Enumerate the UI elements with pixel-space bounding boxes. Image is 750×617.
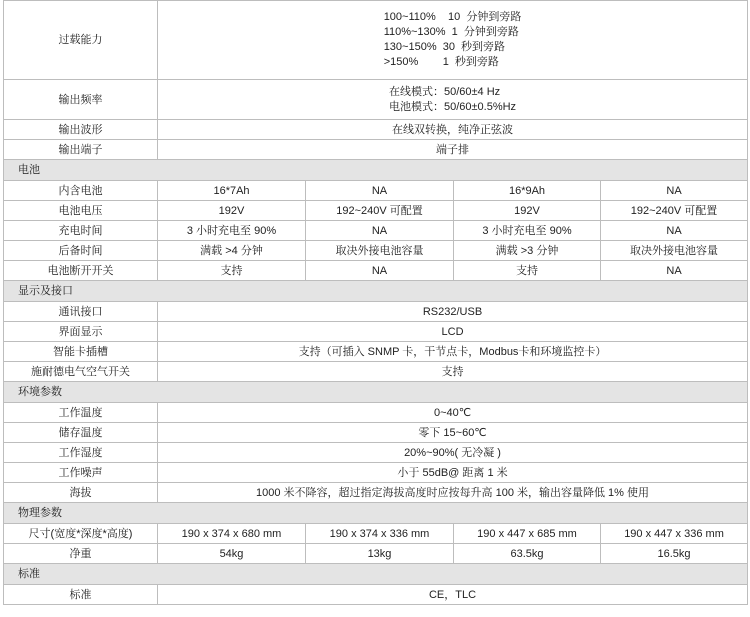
table-row <box>4 544 748 564</box>
row-label-backup-time: 后备时间 <box>4 241 158 261</box>
overload-line: 130~150% 30 秒到旁路 <box>383 41 506 53</box>
table-row <box>4 80 748 120</box>
cell: 63.5kg <box>454 544 601 564</box>
row-label-batt-switch: 电池断开开关 <box>4 261 158 281</box>
overload-cell <box>158 1 748 80</box>
table-row <box>4 342 748 362</box>
section-title: 显示及接口 <box>4 281 748 302</box>
row-label-batt-internal: 内含电池 <box>4 181 158 201</box>
table-row <box>4 403 748 423</box>
cell: NA <box>601 181 748 201</box>
humidity-value: 20%~90%( 无冷凝 ) <box>158 443 748 463</box>
cell: 支持 <box>454 261 601 281</box>
cell: 取决外接电池容量 <box>601 241 748 261</box>
cell: 190 x 374 x 680 mm <box>158 524 306 544</box>
row-label-breaker: 施耐德电气空气开关 <box>4 362 158 382</box>
section-header-battery <box>4 160 748 181</box>
section-title: 物理参数 <box>4 503 748 524</box>
cell: 192~240V 可配置 <box>601 201 748 221</box>
row-label-out-wave: 输出波形 <box>4 120 158 140</box>
table-row <box>4 483 748 503</box>
section-title: 电池 <box>4 160 748 181</box>
section-title: 环境参数 <box>4 382 748 403</box>
cell: NA <box>306 261 454 281</box>
altitude-value: 1000 米不降容，超过指定海拔高度时应按每升高 100 米，输出容量降低 1% 使用 <box>158 483 748 503</box>
section-title: 标准 <box>4 564 748 585</box>
standard-value: CE，TLC <box>158 585 748 605</box>
table-row <box>4 120 748 140</box>
op-temp-value: 0~40℃ <box>158 403 748 423</box>
cell: 190 x 447 x 336 mm <box>601 524 748 544</box>
cell: 192~240V 可配置 <box>306 201 454 221</box>
section-header-standard <box>4 564 748 585</box>
row-label-overload: 过载能力 <box>4 1 158 80</box>
row-label-charge-time: 充电时间 <box>4 221 158 241</box>
table-row <box>4 302 748 322</box>
section-header-display <box>4 281 748 302</box>
row-label-ui: 界面显示 <box>4 322 158 342</box>
table-row <box>4 261 748 281</box>
cell: 满载 >4 分钟 <box>158 241 306 261</box>
table-row <box>4 221 748 241</box>
row-label-out-freq: 输出频率 <box>4 80 158 120</box>
cell: NA <box>306 221 454 241</box>
cell: 54kg <box>158 544 306 564</box>
cell: 192V <box>158 201 306 221</box>
row-label-op-temp: 工作温度 <box>4 403 158 423</box>
table-row <box>4 241 748 261</box>
table-row <box>4 443 748 463</box>
spec-table <box>3 0 748 605</box>
cell: 3 小时充电至 90% <box>158 221 306 241</box>
row-label-store-temp: 储存温度 <box>4 423 158 443</box>
overload-line: 100~110% 10 分钟到旁路 <box>383 11 522 23</box>
cell: 3 小时充电至 90% <box>454 221 601 241</box>
cell: 16*9Ah <box>454 181 601 201</box>
table-row <box>4 140 748 160</box>
row-label-humidity: 工作湿度 <box>4 443 158 463</box>
row-label-weight: 净重 <box>4 544 158 564</box>
table-row <box>4 181 748 201</box>
section-header-physical <box>4 503 748 524</box>
cell: 13kg <box>306 544 454 564</box>
cell: 190 x 374 x 336 mm <box>306 524 454 544</box>
table-row <box>4 585 748 605</box>
freq-line: 电池模式：50/60±0.5%Hz <box>388 100 517 113</box>
comm-value: RS232/USB <box>158 302 748 322</box>
row-label-out-term: 输出端子 <box>4 140 158 160</box>
out-term-value: 端子排 <box>158 140 748 160</box>
row-label-card-slot: 智能卡插槽 <box>4 342 158 362</box>
table-row <box>4 423 748 443</box>
table-row <box>4 362 748 382</box>
row-label-noise: 工作噪声 <box>4 463 158 483</box>
cell: 16.5kg <box>601 544 748 564</box>
row-label-comm: 通讯接口 <box>4 302 158 322</box>
table-row <box>4 524 748 544</box>
row-label-batt-voltage: 电池电压 <box>4 201 158 221</box>
breaker-value: 支持 <box>158 362 748 382</box>
cell: 支持 <box>158 261 306 281</box>
cell: 192V <box>454 201 601 221</box>
table-row <box>4 322 748 342</box>
cell: NA <box>601 221 748 241</box>
cell: 取决外接电池容量 <box>306 241 454 261</box>
cell: NA <box>306 181 454 201</box>
card-slot-value: 支持（可插入 SNMP 卡，干节点卡，Modbus卡和环境监控卡） <box>158 342 748 362</box>
ui-value: LCD <box>158 322 748 342</box>
cell: 16*7Ah <box>158 181 306 201</box>
cell: NA <box>601 261 748 281</box>
section-header-env <box>4 382 748 403</box>
store-temp-value: 零下 15~60℃ <box>158 423 748 443</box>
out-wave-value: 在线双转换，纯净正弦波 <box>158 120 748 140</box>
table-row <box>4 463 748 483</box>
row-label-standard: 标准 <box>4 585 158 605</box>
row-label-dims: 尺寸(宽度*深度*高度) <box>4 524 158 544</box>
table-row <box>4 201 748 221</box>
overload-line: 110%~130% 1 分钟到旁路 <box>383 26 519 38</box>
noise-value: 小于 55dB@ 距离 1 米 <box>158 463 748 483</box>
row-label-altitude: 海拔 <box>4 483 158 503</box>
cell: 190 x 447 x 685 mm <box>454 524 601 544</box>
cell: 满载 >3 分钟 <box>454 241 601 261</box>
out-freq-cell <box>158 80 748 120</box>
table-row <box>4 1 748 80</box>
freq-line: 在线模式：50/60±4 Hz <box>388 85 501 98</box>
overload-line: >150% 1 秒到旁路 <box>383 56 499 68</box>
